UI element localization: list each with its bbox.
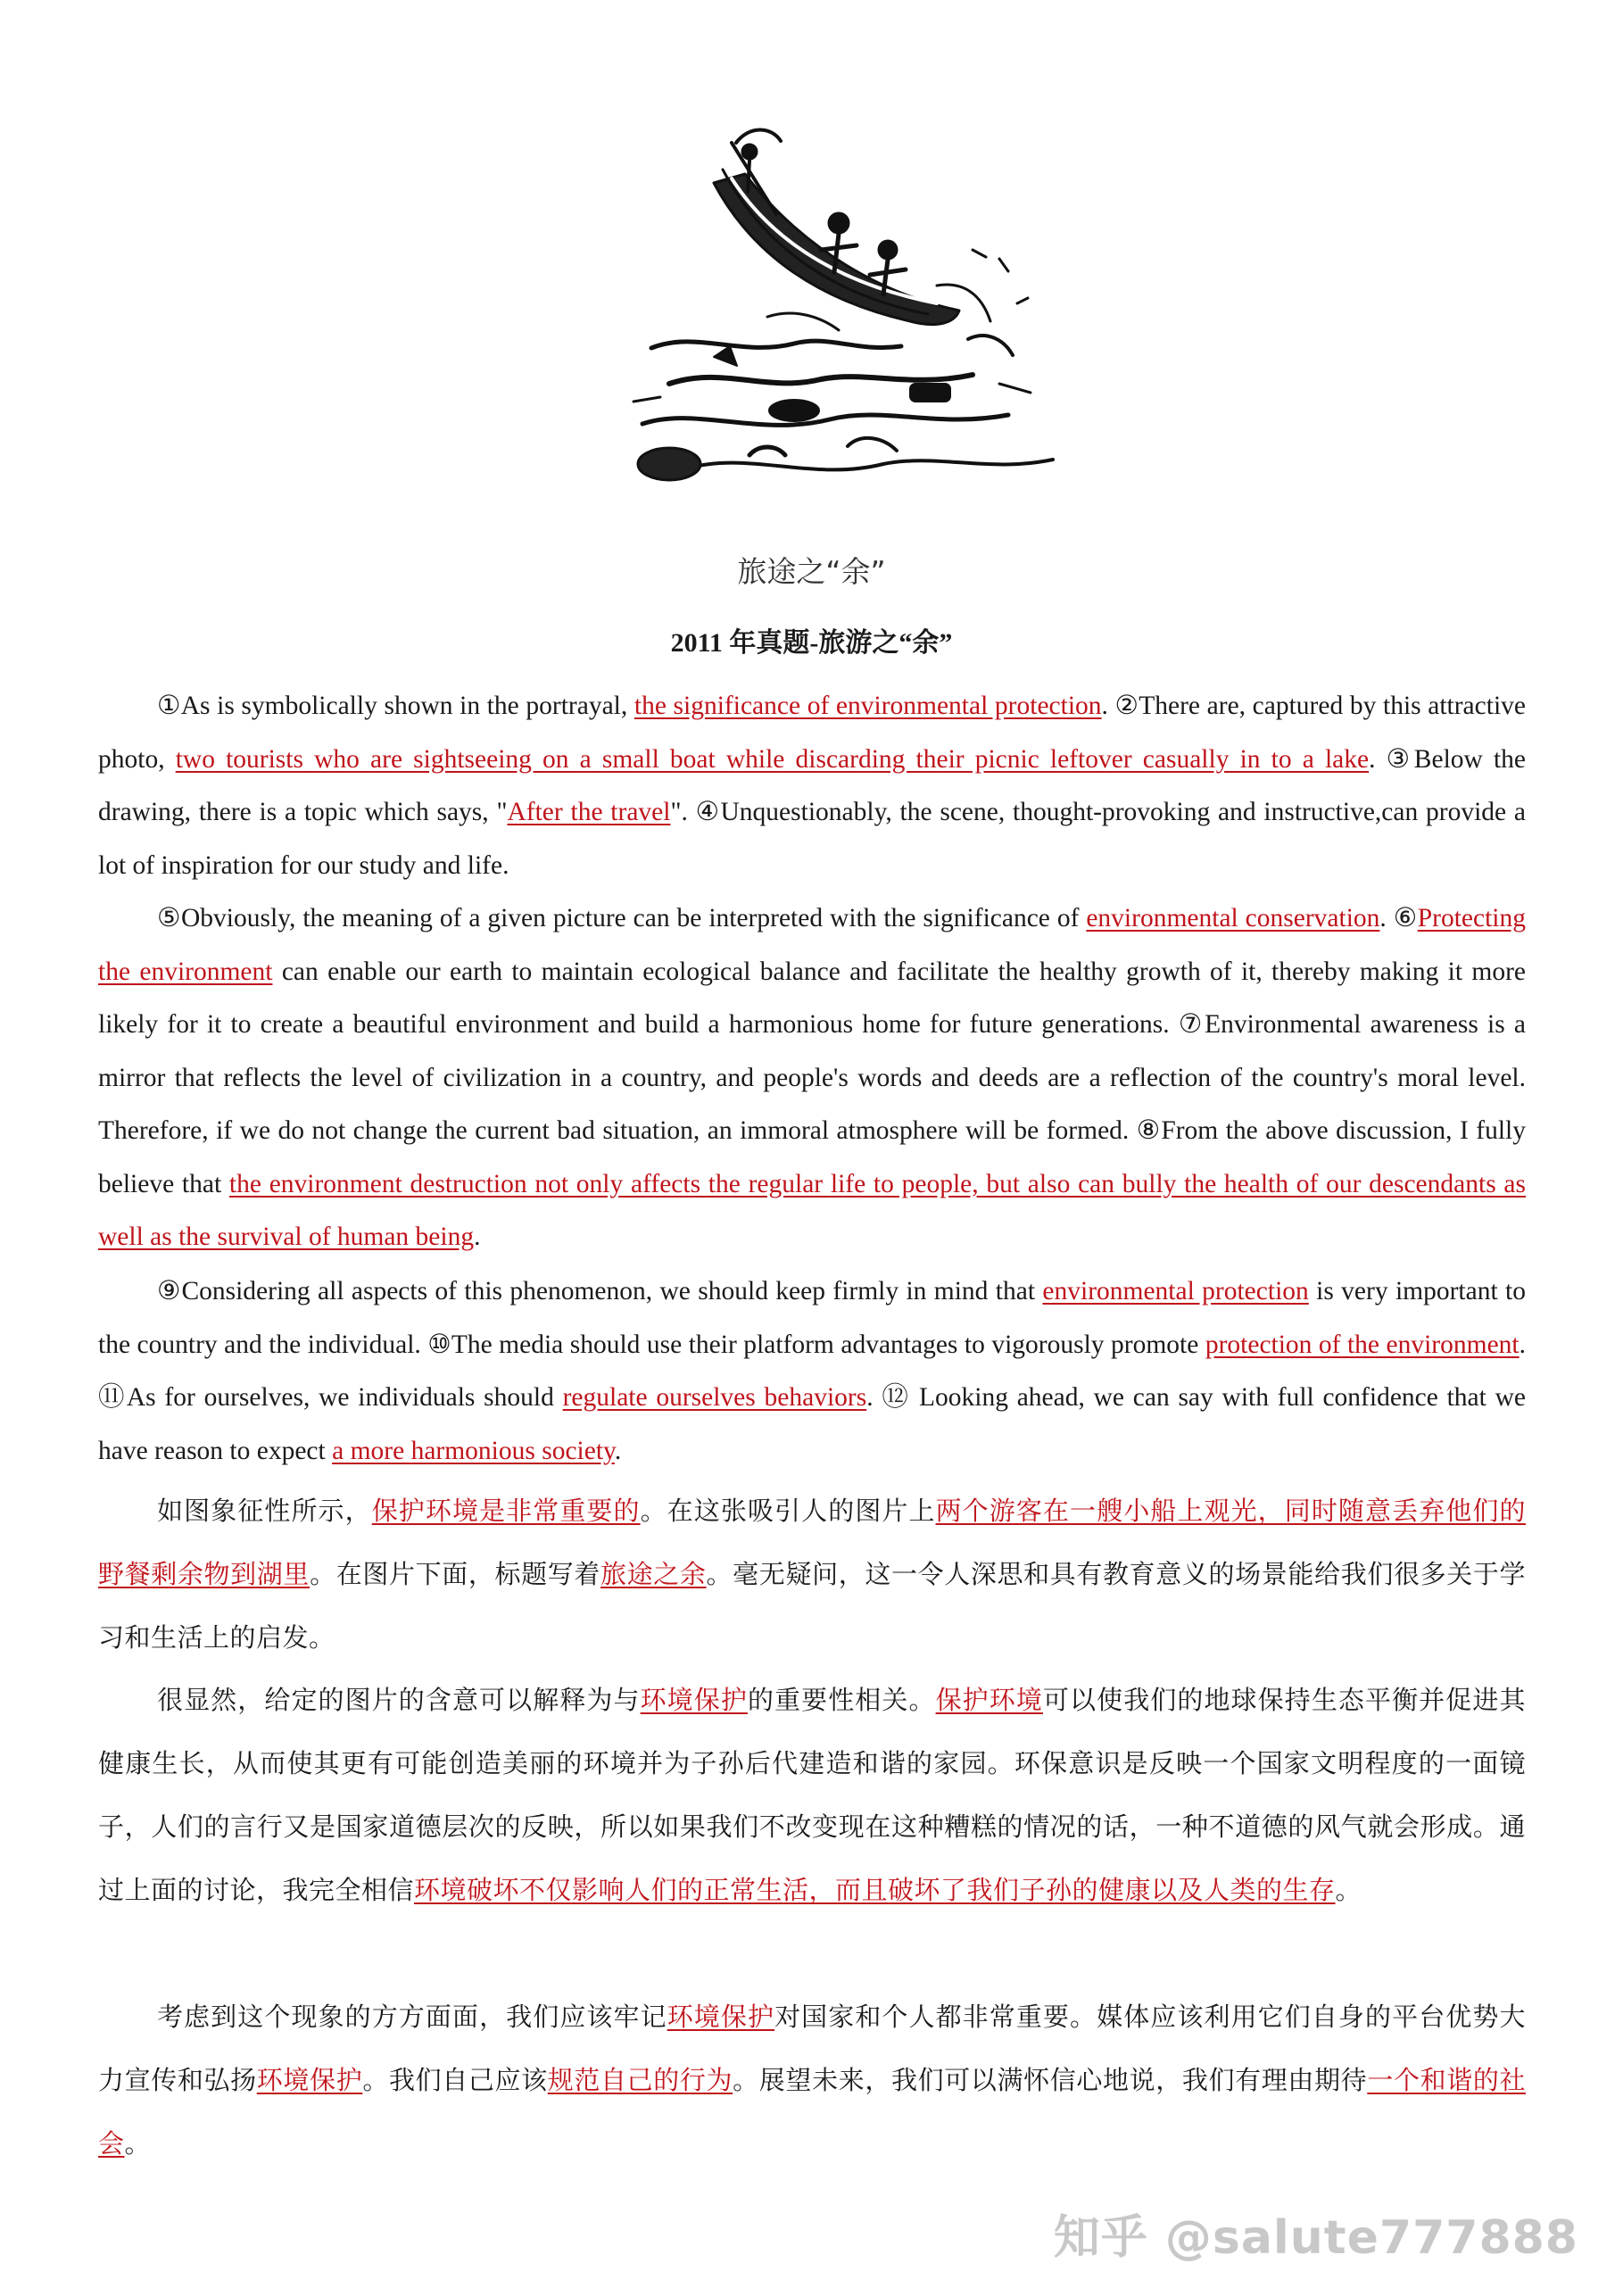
chinese-paragraph-6: [98, 1985, 1526, 2176]
paragraph-text: 对国家和个人都非常重要。媒体应该利用它们自身的平台优势大力宣传和弘扬: [98, 2002, 1526, 2095]
highlighted-phrase: protection of the environment: [1205, 1330, 1519, 1359]
highlighted-phrase: 环境保护: [667, 2002, 775, 2032]
paragraph-text: .: [474, 1223, 481, 1251]
paragraph-text: . ②There are, captured by this attractive photo,: [98, 692, 1526, 774]
paragraph-text: 可以使我们的地球保持生态平衡并促进其健康生长，从而使其更有可能创造美丽的环境并为子孙后代建造和谐的家园。环保意识是反映一个国家文明程度的一面镜子，人们的言行又是国家道德层次的反映，所以如果我们不改变现在这种糟糕的情况的话，一种不道德的风气就会形成。通过上面的讨论，我完全相信: [98, 1685, 1526, 1905]
highlighted-phrase: 保护环境: [935, 1685, 1043, 1715]
highlighted-phrase: regulate ourselves behaviors: [562, 1383, 867, 1412]
chinese-paragraph-4: [98, 1480, 1526, 1670]
illustration-caption: 旅途之“余”: [737, 554, 886, 589]
english-paragraph-2: [98, 892, 1526, 1264]
highlighted-phrase: the significance of environmental protection: [633, 692, 1102, 720]
paragraph-text: 考虑到这个现象的方方面面，我们应该牢记: [157, 2002, 667, 2032]
paragraph-text: 的重要性相关。: [747, 1685, 936, 1715]
paragraph-text: ⑨Considering all aspects of this phenomenon, we should keep firmly in mind that: [157, 1277, 1043, 1305]
highlighted-phrase: 环境破坏不仅影响人们的正常生活，而且破坏了我们子孙的健康以及人类的生存: [414, 1875, 1336, 1905]
highlighted-phrase: a more harmonious society: [332, 1436, 615, 1465]
paragraph-text: . ⑥: [1379, 904, 1418, 932]
paragraph-text: .: [614, 1436, 622, 1465]
paragraph-text: ". ④Unquestionably, the scene, thought-provoking and instructive,can provide a lot of inspiration for our study and life.: [98, 798, 1526, 880]
highlighted-phrase: 保护环境是非常重要的: [371, 1496, 641, 1526]
chinese-paragraph-5: [98, 1669, 1526, 1922]
highlighted-phrase: the environment destruction not only affects the regular life to people, but also can bully the health of our descendants as well as the survival of human being: [98, 1169, 1526, 1251]
paragraph-text: can enable our earth to maintain ecological balance and facilitate the healthy growth of it, thereby making it more likely for it to create a beautiful environment and build a harmonious home for future generations. ⑦Environmental awareness is a mirror that reflects the level of civilization in a country, and people's words and deeds are a reflection of the country's moral level. Therefore, if we do not change the current bad situation, an immoral atmosphere will be formed. ⑧From the above discussion, I fully believe that: [98, 957, 1526, 1198]
page-title: 2011 年真题-旅游之“余”: [670, 628, 953, 658]
highlighted-phrase: environmental protection: [1042, 1277, 1309, 1305]
highlighted-phrase: 一个和谐的社会: [98, 2065, 1526, 2159]
paragraph-text: ⑤Obviously, the meaning of a given picture can be interpreted with the significance of: [157, 904, 1087, 932]
boat-sketch-icon: [616, 116, 1071, 509]
paragraph-text: 。我们自己应该: [362, 2065, 548, 2095]
highlighted-phrase: Protecting the environment: [98, 904, 1526, 986]
paragraph-text: 。: [124, 2128, 152, 2159]
paragraph-text: . ③Below the drawing, there is a topic which says, ": [98, 744, 1526, 826]
watermark: 知乎 @salute777888: [1053, 2211, 1578, 2265]
highlighted-phrase: 环境保护: [256, 2065, 363, 2095]
paragraph-text: . ⑪As for ourselves, we individuals should: [98, 1330, 1526, 1412]
paragraph-text: 。展望未来，我们可以满怀信心地说，我们有理由期待: [733, 2065, 1368, 2095]
highlighted-phrase: 规范自己的行为: [547, 2065, 733, 2095]
highlighted-phrase: two tourists who are sightseeing on a small boat while discarding their picnic leftover casually in to a lake: [175, 744, 1370, 774]
highlighted-phrase: 环境保护: [640, 1685, 748, 1715]
paragraph-text: . ⑫ Looking ahead, we can say with full confidence that we have reason to expect: [98, 1383, 1527, 1465]
paragraph-text: 很显然，给定的图片的含意可以解释为与: [157, 1685, 641, 1715]
highlighted-phrase: 两个游客在一艘小船上观光，同时随意丢弃他们的野餐剩余物到湖里: [98, 1496, 1526, 1589]
paragraph-text: ①As is symbolically shown in the portrayal,: [157, 692, 634, 720]
highlighted-phrase: environmental conservation: [1086, 904, 1380, 932]
highlighted-phrase: 旅途之余: [600, 1559, 707, 1589]
paragraph-text: 。在图片下面，标题写着: [310, 1559, 601, 1589]
paragraph-text: 如图象征性所示，: [157, 1496, 372, 1526]
highlighted-phrase: After the travel: [507, 798, 671, 826]
boat-sketch-illustration: [616, 116, 1071, 509]
paragraph-text: is very important to the country and the individual. ⑩The media should use their platform advantages to vigorously promote: [98, 1277, 1526, 1359]
paragraph-text: 。: [1335, 1875, 1362, 1905]
paragraph-text: 。在这张吸引人的图片上: [640, 1496, 936, 1526]
paragraph-text: 。毫无疑问，这一令人深思和具有教育意义的场景能给我们很多关于学习和生活上的启发。: [98, 1559, 1526, 1653]
english-paragraph-1: [98, 680, 1526, 892]
english-paragraph-3: [98, 1265, 1526, 1478]
